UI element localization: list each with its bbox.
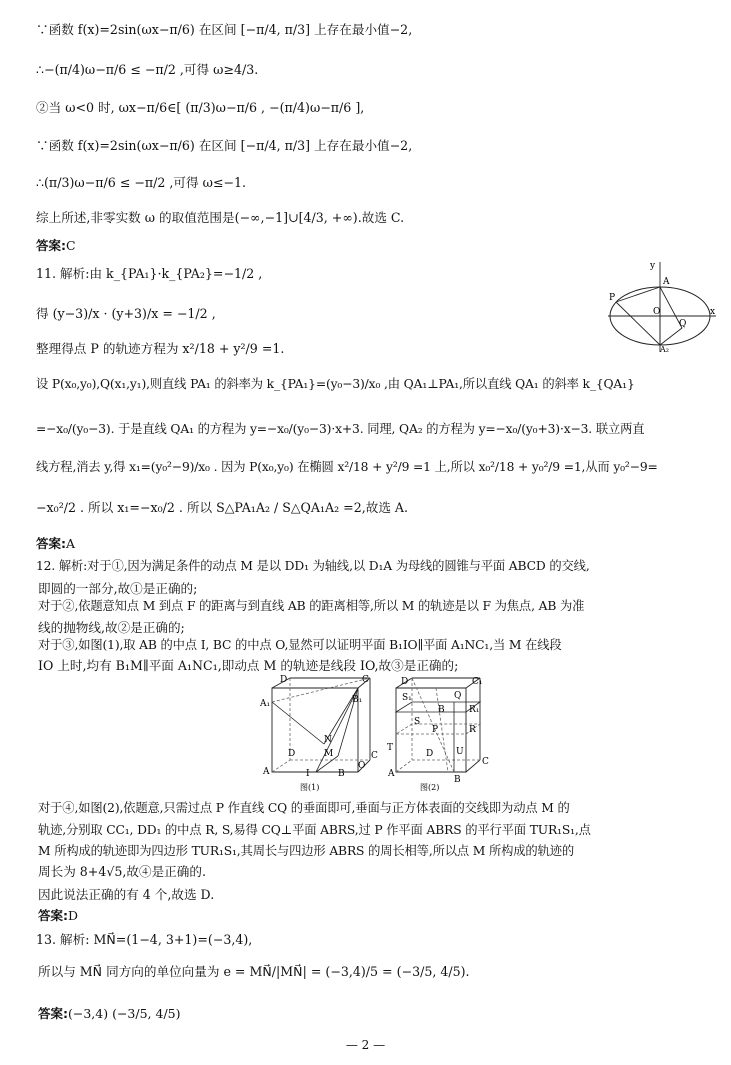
line-l25: 周长为 8+4√5,故④是正确的. xyxy=(38,864,206,879)
line-l11: 设 P(x₀,y₀),Q(x₁,y₁),则直线 PA₁ 的斜率为 k_{PA₁}=(y₀−3)/x₀ ,由 QA₁⊥PA₁,所以直线 QA₁ 的斜率 k_{QA₁} xyxy=(36,377,635,391)
cube1-label-M: M xyxy=(324,749,334,759)
cube2-label-Q: Q xyxy=(454,691,462,701)
line-l01: ∵函数 f(x)=2sin(ωx−π/6) 在区间 [−π/4, π/3] 上存在最小值−2, xyxy=(36,22,413,37)
cube1-label-C: C xyxy=(371,751,378,761)
cube-figure-2 xyxy=(387,677,489,792)
cube-figures xyxy=(258,672,494,792)
cube1-label-O: O xyxy=(358,761,366,771)
cube2-label-D: D xyxy=(426,749,434,759)
label-A: A xyxy=(663,277,670,287)
line-l10: 整理得点 P 的轨迹方程为 x²/18 + y²/9 =1. xyxy=(36,341,285,356)
cube1-label-I: I xyxy=(306,769,310,779)
cube2-label-T: T xyxy=(387,743,394,753)
cube2-label-S1: S₁ xyxy=(402,693,412,703)
label-P: P xyxy=(609,293,616,303)
cube2-label-B1: B xyxy=(438,705,445,715)
line-l09: 得 (y−3)/x · (y+3)/x = −1/2 , xyxy=(36,306,216,321)
line-l17: 即圆的一部分,故①是正确的; xyxy=(38,581,198,596)
line-l06: 综上所述,非零实数 ω 的取值范围是(−∞,−1]∪[4/3, +∞).故选 C. xyxy=(36,210,405,225)
cube2-label-A: A xyxy=(388,769,395,779)
label-A2: A₂ xyxy=(660,345,669,354)
cube1-caption: 图(1) xyxy=(300,783,320,792)
line-l26: 因此说法正确的有 4 个,故选 D. xyxy=(38,887,215,902)
cube1-label-B: B xyxy=(338,769,345,779)
line-l02: ∴−(π/4)ω−π/6 ≤ −π/2 ,可得 ω≥4/3. xyxy=(36,62,259,77)
page-number: — 2 — xyxy=(345,1038,386,1052)
label-y: y xyxy=(650,261,656,271)
line-l16: 12. 解析:对于①,因为满足条件的动点 M 是以 DD₁ 为轴线,以 D₁A 为母线的圆锥与平面 ABCD 的交线, xyxy=(36,559,590,573)
cube1-label-A: A xyxy=(263,767,270,777)
cube2-label-B: B xyxy=(454,775,461,785)
answer-11: 答案:A xyxy=(36,536,76,551)
line-l24: M 所构成的轨迹即为四边形 TUR₁S₁,其周长与四边形 ABRS 的周长相等,所以点 M 所构成的轨迹的 xyxy=(38,844,575,858)
cube1-label-C1: C xyxy=(362,675,369,685)
line-l14: −x₀²/2 . 所以 x₁=−x₀/2 . 所以 S△PA₁A₂ / S△QA₁A₂ =2,故选 A. xyxy=(36,500,409,515)
line-l29: 所以与 MN⃗ 同方向的单位向量为 e = MN⃗/|MN⃗| = (−3,4)/5 = (−3/5, 4/5). xyxy=(38,964,470,979)
cube2-label-P: P xyxy=(432,725,439,735)
label-O: O xyxy=(653,307,661,317)
answer-10: 答案:C xyxy=(36,238,76,253)
label-Q: Q xyxy=(679,319,687,329)
cube2-label-D1: D xyxy=(401,677,409,687)
cube2-label-R1: R₁ xyxy=(469,705,480,715)
line-l12: =−x₀/(y₀−3). 于是直线 QA₁ 的方程为 y=−x₀/(y₀−3)·x+3. 同理, QA₂ 的方程为 y=−x₀/(y₀+3)·x−3. 联立两直 xyxy=(36,422,645,436)
cube1-label-A1: A₁ xyxy=(260,699,271,709)
cube2-label-C: C xyxy=(482,757,489,767)
line-l13: 线方程,消去 y,得 x₁=(y₀²−9)/x₀ . 因为 P(x₀,y₀) 在椭圆 x²/18 + y²/9 =1 上,所以 x₀²/18 + y₀²/9 =1,从而 y₀²−9= xyxy=(36,460,658,474)
cube1-label-B1: B₁ xyxy=(352,695,363,705)
cube2-label-S: S xyxy=(414,717,421,727)
cube-figure-1 xyxy=(259,675,378,792)
cube2-label-C1: C₁ xyxy=(472,677,483,687)
line-l03: ②当 ω<0 时, ωx−π/6∈[ (π/3)ω−π/6 , −(π/4)ω−π/6 ], xyxy=(36,100,365,115)
line-l08: 11. 解析:由 k_{PA₁}·k_{PA₂}=−1/2 , xyxy=(36,266,263,281)
line-l23: 轨迹,分别取 CC₁, DD₁ 的中点 R, S,易得 CQ⊥平面 ABRS,过 P 作平面 ABRS 的平行平面 TUR₁S₁,点 xyxy=(38,823,591,837)
cube1-label-D: D xyxy=(288,749,296,759)
line-l18: 对于②,依题意知点 M 到点 F 的距离与到直线 AB 的距离相等,所以 M 的轨迹是以 F 为焦点, AB 为准 xyxy=(38,599,585,613)
cube2-label-U: U xyxy=(456,747,464,757)
cube1-label-N: N xyxy=(324,735,332,745)
line-l20: 对于③,如图(1),取 AB 的中点 I, BC 的中点 O,显然可以证明平面 B₁IO∥平面 A₁NC₁,当 M 在线段 xyxy=(38,638,562,652)
ellipse-figure xyxy=(606,256,718,354)
cube2-label-R: R xyxy=(469,725,476,735)
cube2-caption: 图(2) xyxy=(420,783,440,792)
answer-12: 答案:D xyxy=(38,908,79,923)
cube1-label-D1: D xyxy=(280,675,288,685)
line-l05: ∴(π/3)ω−π/6 ≤ −π/2 ,可得 ω≤−1. xyxy=(36,175,246,190)
line-l28: 13. 解析: MN⃗=(1−4, 3+1)=(−3,4), xyxy=(36,932,253,947)
line-l22: 对于④,如图(2),依题意,只需过点 P 作直线 CQ 的垂面即可,垂面与正方体表面的交线即为动点 M 的 xyxy=(38,801,570,815)
line-l19: 线的抛物线,故②是正确的; xyxy=(38,620,185,635)
answer-13: 答案:(−3,4) (−3/5, 4/5) xyxy=(38,1006,181,1021)
line-l21: IO 上时,均有 B₁M∥平面 A₁NC₁,即动点 M 的轨迹是线段 IO,故③是正确的; xyxy=(38,658,459,673)
line-l04: ∵函数 f(x)=2sin(ωx−π/6) 在区间 [−π/4, π/3] 上存在最小值−2, xyxy=(36,138,413,153)
label-x: x xyxy=(710,307,716,317)
